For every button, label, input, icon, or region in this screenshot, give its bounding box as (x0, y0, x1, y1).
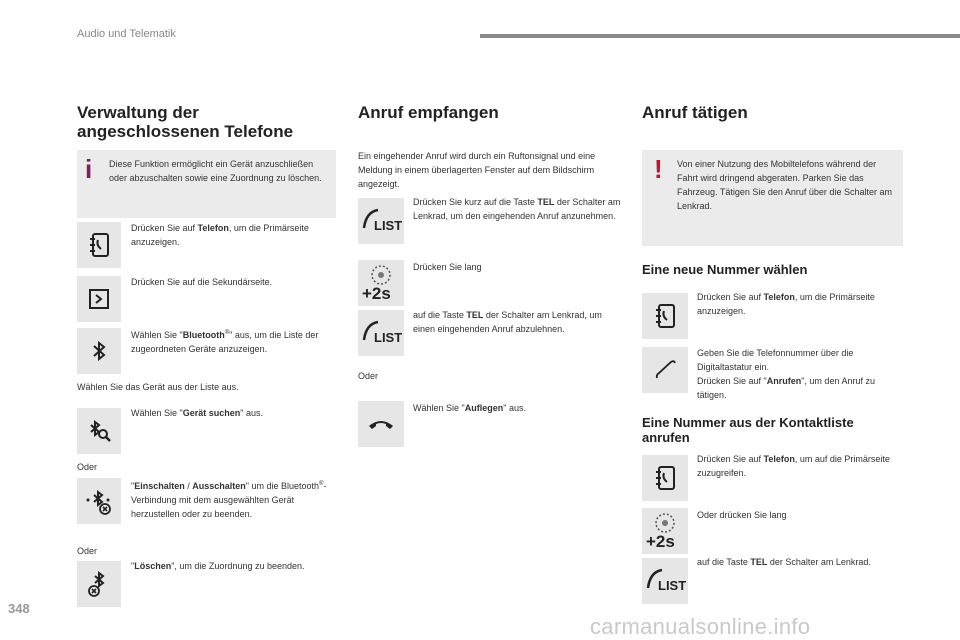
list-button-icon-3 (642, 558, 688, 604)
bluetooth-icon (77, 328, 121, 374)
phone-book-icon-3 (642, 455, 688, 501)
col3-s1-step2: Geben Sie die Telefonnummer über die Digitaltastatur ein. Drücken Sie auf "Anrufen", um den Anruf zu tätigen. (697, 348, 875, 400)
col3-title: Anruf tätigen (642, 103, 748, 122)
warning-icon: ! (654, 154, 663, 184)
header-rule (480, 34, 960, 38)
col1-oder-2: Oder (77, 546, 98, 556)
info-note-text: Diese Funktion ermöglicht ein Gerät anzuschließen oder abzuschalten sowie eine Zuordnung zu löschen. (109, 159, 322, 183)
col3-s2-step2: Oder drücken Sie lang (697, 510, 787, 520)
page-number: 348 (8, 601, 30, 616)
list-button-label: LIST (374, 218, 402, 233)
col3-sub2: Eine Nummer aus der Kontaktliste anrufen (642, 415, 854, 445)
list-button-icon-2 (358, 310, 404, 356)
col1-title: Verwaltung der angeschlossenen Telefone (77, 103, 294, 141)
col1-oder-1: Oder (77, 462, 98, 472)
hold-2s-icon (358, 260, 404, 306)
hang-up-icon (358, 401, 404, 447)
col3-s2-step3: auf die Taste TEL der Schalter am Lenkrad. (697, 557, 871, 567)
secondary-page-icon (77, 276, 121, 322)
col1-step2: Drücken Sie auf die Sekundärseite. (131, 277, 273, 287)
list-button-icon (358, 198, 404, 244)
warning-note (642, 150, 903, 246)
handset-icon (642, 347, 688, 393)
running-header: Audio und Telematik (77, 28, 176, 40)
col2-step3: auf die Taste TEL der Schalter am Lenkrad, um einen eingehenden Anruf abzulehnen. (413, 310, 602, 334)
col3-s1-step1: Drücken Sie auf Telefon, um die Primärseite anzuzeigen. (697, 292, 875, 316)
col1-list-text: Wählen Sie das Gerät aus der Liste aus. (77, 382, 239, 392)
col2-step4: Wählen Sie "Auflegen" aus. (413, 403, 526, 413)
col3-s2-step1: Drücken Sie auf Telefon, um auf die Primärseite zuzugreifen. (697, 454, 890, 478)
col2-oder: Oder (358, 371, 379, 381)
phone-book-icon (77, 222, 121, 268)
hold-2s-label-2: +2s (646, 532, 675, 550)
watermark: carmanualsonline.info (590, 614, 811, 639)
list-button-label-2: LIST (374, 330, 402, 345)
info-note (77, 150, 336, 218)
hold-2s-icon-2 (642, 508, 688, 554)
col1-step4: Wählen Sie "Gerät suchen" aus. (131, 408, 263, 418)
col2-step2: Drücken Sie lang (413, 262, 482, 272)
col1-step3: Wählen Sie "Bluetooth®" aus, um die Liste der zugeordneten Geräte anzuzeigen. (131, 330, 319, 354)
warning-text: Von einer Nutzung des Mobiltelefons während der Fahrt wird dringend abgeraten. Parken Sie das Fahrzeug. Tätigen Sie den Anruf über die Schalter am Lenkrad. (677, 159, 892, 211)
col1-step1: Drücken Sie auf Telefon, um die Primärseite anzuzeigen. (131, 223, 309, 247)
info-icon: i (85, 154, 93, 184)
col2-title: Anruf empfangen (358, 103, 499, 122)
phone-book-icon-2 (642, 293, 688, 339)
search-device-icon (77, 408, 121, 454)
col2-intro: Ein eingehender Anruf wird durch ein Ruftonsignal und eine Meldung in einem überlagerten Fenster auf dem Bildschirm angezeigt. (358, 151, 596, 189)
hold-2s-label: +2s (362, 284, 391, 302)
bluetooth-connect-icon (77, 478, 121, 524)
col3-sub1: Eine neue Nummer wählen (642, 262, 808, 277)
list-button-label-3: LIST (658, 578, 686, 593)
bluetooth-delete-icon (77, 561, 121, 607)
col1-step6: "Löschen", um die Zuordnung zu beenden. (131, 561, 305, 571)
col2-step1: Drücken Sie kurz auf die Taste TEL der Schalter am Lenkrad, um den eingehenden Anruf anzunehmen. (413, 197, 621, 221)
col1-step5: "Einschalten / Ausschalten" um die Bluetooth®-Verbindung mit dem ausgewählten Gerät herzustellen oder zu beenden. (131, 481, 327, 519)
